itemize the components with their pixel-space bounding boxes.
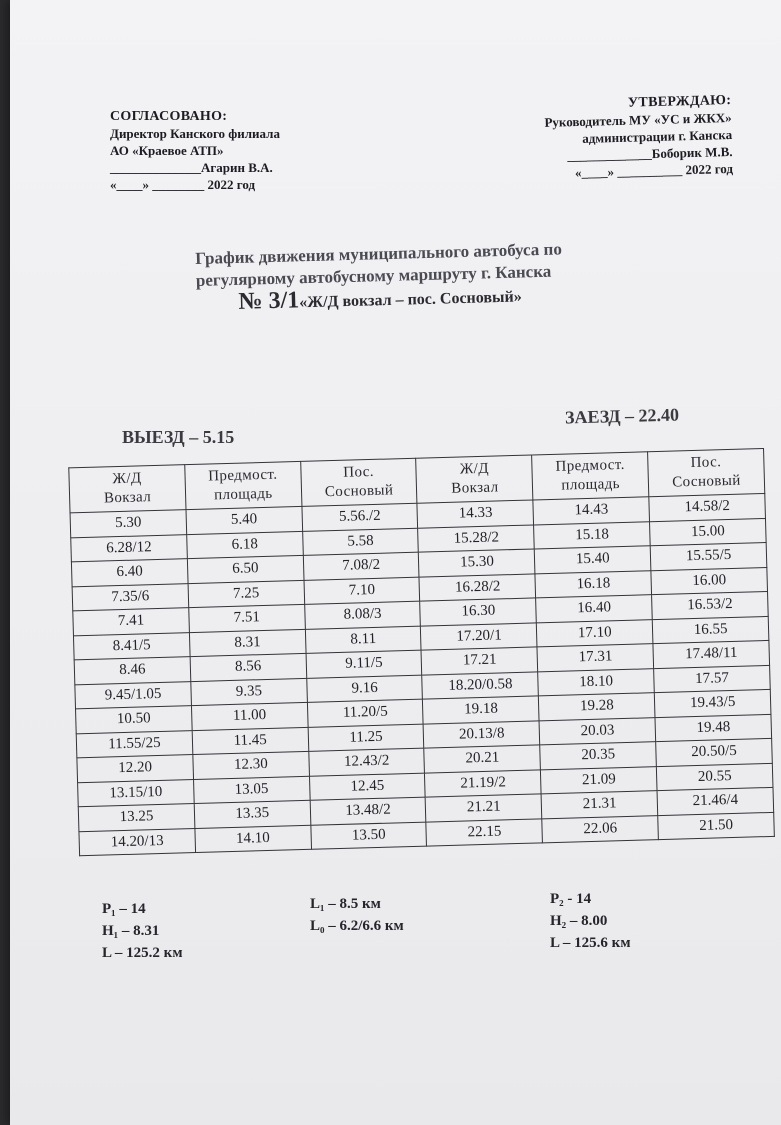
table-cell: 15.55/5 [650,542,766,570]
approval-heading: УТВЕРЖДАЮ: [627,92,732,111]
table-cell: 8.56 [190,653,306,681]
table-cell: 20.13/8 [424,720,540,748]
table-cell: 7.10 [304,577,420,605]
table-cell: 7.51 [189,604,305,632]
title-line: регулярному автобусному маршруту г. Канска [195,261,552,290]
param-value: P₂ - 14 [550,891,592,907]
params-column-3 [550,888,631,954]
column-header-line: площадь [213,485,273,504]
param-value: L₁ – 8.5 км [310,896,381,912]
table-cell: 6.18 [187,531,303,559]
approval-signature-line: ______________Агарин В.А. [110,160,273,175]
column-header [416,455,533,503]
table-cell: 20.55 [656,763,772,791]
table-cell: 14.58/2 [649,493,765,521]
table-cell: 22.15 [426,818,542,846]
table-cell: 19.48 [655,714,771,742]
table-cell: 5.56./2 [302,503,418,531]
table-cell: 8.31 [189,629,305,657]
table-cell: 6.50 [187,555,303,583]
table-cell: 11.00 [191,702,307,730]
table-cell: 12.45 [309,773,425,801]
arrival-time: ЗАЕЗД – 22.40 [564,404,680,428]
document-sheet [10,0,781,1125]
table-cell: 8.46 [74,657,190,685]
param-value: L – 125.2 км [102,945,183,961]
table-cell: 8.11 [305,626,421,654]
table-cell: 20.35 [540,742,656,770]
table-cell: 5.40 [186,506,302,534]
table-cell: 6.40 [71,559,187,587]
table-cell: 21.19/2 [425,769,541,797]
table-cell: 13.35 [194,800,310,828]
param-value: L₀ – 6.2/6.6 км [310,918,404,934]
table-cell: 17.57 [654,665,770,693]
column-header [300,458,417,506]
table-cell: 16.00 [651,567,767,595]
column-header-line: Сосновый [672,472,741,491]
table-cell: 12.43/2 [308,748,424,776]
table-cell: 13.25 [78,804,194,832]
table-cell: 8.41/5 [73,632,189,660]
table-cell: 20.21 [424,745,540,773]
table-cell: 14.10 [195,825,311,853]
param-value: L – 125.6 км [550,935,631,951]
table-cell: 16.18 [535,570,651,598]
approval-block-right [451,92,733,184]
column-header-line: Сосновый [324,482,394,501]
table-cell: 10.50 [76,706,192,734]
table-cell: 13.48/2 [310,797,426,825]
table-cell: 17.48/11 [653,640,769,668]
column-header-line: Вокзал [451,479,499,497]
param-value: H₂ – 8.00 [550,913,608,929]
table-cell: 16.30 [420,598,536,626]
table-cell: 22.06 [542,815,658,843]
param-value: H₁ – 8.31 [102,923,160,939]
table-cell: 16.53/2 [652,591,768,619]
column-header-line: Предмост. [555,456,625,475]
table-cell: 15.30 [419,549,535,577]
table-cell: 21.31 [541,791,657,819]
param-value: P₁ – 14 [102,901,146,917]
table-cell: 16.40 [536,595,652,623]
table-cell: 14.20/13 [79,828,195,856]
table-cell: 17.10 [537,619,653,647]
table-cell: 21.46/4 [657,787,773,815]
column-header-line: Пос. [343,463,375,481]
params-column-2 [310,893,404,937]
table-cell: 17.21 [421,647,537,675]
table-cell: 9.45/1.05 [75,681,191,709]
table-cell: 15.18 [534,521,650,549]
table-cell: 21.50 [658,812,774,840]
column-header [648,449,765,497]
table-cell: 11.45 [192,727,308,755]
route-number: № 3/1 [238,287,300,315]
approval-line: АО «Краевое АТП» [110,143,224,158]
table-cell: 18.20/0.58 [422,671,538,699]
column-header-line: Предмост. [207,466,278,485]
table-cell: 13.05 [193,776,309,804]
column-header-line: площадь [561,476,621,494]
table-cell: 16.55 [652,616,768,644]
table-cell: 19.43/5 [654,689,770,717]
table-cell: 17.20/1 [421,622,537,650]
table-cell: 5.30 [70,510,186,538]
table-cell: 7.25 [188,580,304,608]
table-cell: 11.20/5 [307,699,423,727]
column-header [185,461,302,509]
table-cell: 21.09 [541,766,657,794]
table-cell: 7.41 [73,608,189,636]
table-cell: 21.21 [426,794,542,822]
table-cell: 17.31 [537,644,653,672]
approval-line: Директор Канского филиала [110,126,280,141]
table-cell: 12.20 [77,755,193,783]
approval-block-left [110,108,370,193]
table-cell: 6.28/12 [71,534,187,562]
column-header-line: Ж/Д [112,470,142,488]
table-body [70,493,774,855]
route-name: «Ж/Д вокзал – пос. Сосновый» [299,288,522,312]
approval-line: администрации г. Канска [582,126,733,146]
table-cell: 7.35/6 [72,583,188,611]
table-cell: 13.50 [311,822,427,850]
table-cell: 9.16 [306,675,422,703]
table-cell: 5.58 [302,528,418,556]
table-cell: 9.11/5 [306,650,422,678]
document-title [195,235,677,317]
column-header-line: Вокзал [103,489,152,507]
column-header-line: Пос. [690,454,722,472]
table-cell: 19.28 [539,693,655,721]
params-column-1 [102,898,183,964]
schedule-table [68,448,775,856]
approval-line: Руководитель МУ «УС и ЖКХ» [544,109,732,130]
table-cell: 15.28/2 [418,524,534,552]
table-cell: 13.15/10 [78,779,194,807]
title-line: График движения муниципального автобуса по [195,239,563,268]
table-cell: 14.33 [417,500,533,528]
approval-date-line: «____» ________ 2022 год [110,177,256,192]
table-cell: 15.00 [650,518,766,546]
table-cell: 8.08/3 [304,601,420,629]
table-cell: 11.55/25 [76,730,192,758]
approval-date-line: «____» __________ 2022 год [574,160,734,181]
table-cell: 9.35 [191,678,307,706]
column-header [69,465,186,513]
table-cell: 11.25 [308,724,424,752]
table-cell: 19.18 [423,696,539,724]
table-cell: 14.43 [533,497,649,525]
table-cell: 20.50/5 [656,738,772,766]
approval-heading: СОГЛАСОВАНО: [110,109,228,124]
table-cell: 15.40 [535,546,651,574]
table-cell: 20.03 [539,717,655,745]
column-header-line: Ж/Д [459,460,490,478]
table-cell: 16.28/2 [419,573,535,601]
table-cell: 18.10 [538,668,654,696]
approval-signature-line: _____________Боборик М.В. [567,143,733,164]
column-header [532,452,649,500]
departure-time: ВЫЕЗД – 5.15 [122,427,235,447]
schedule-table-wrapper [68,448,775,856]
table-cell: 7.08/2 [303,552,419,580]
table-cell: 12.30 [193,751,309,779]
